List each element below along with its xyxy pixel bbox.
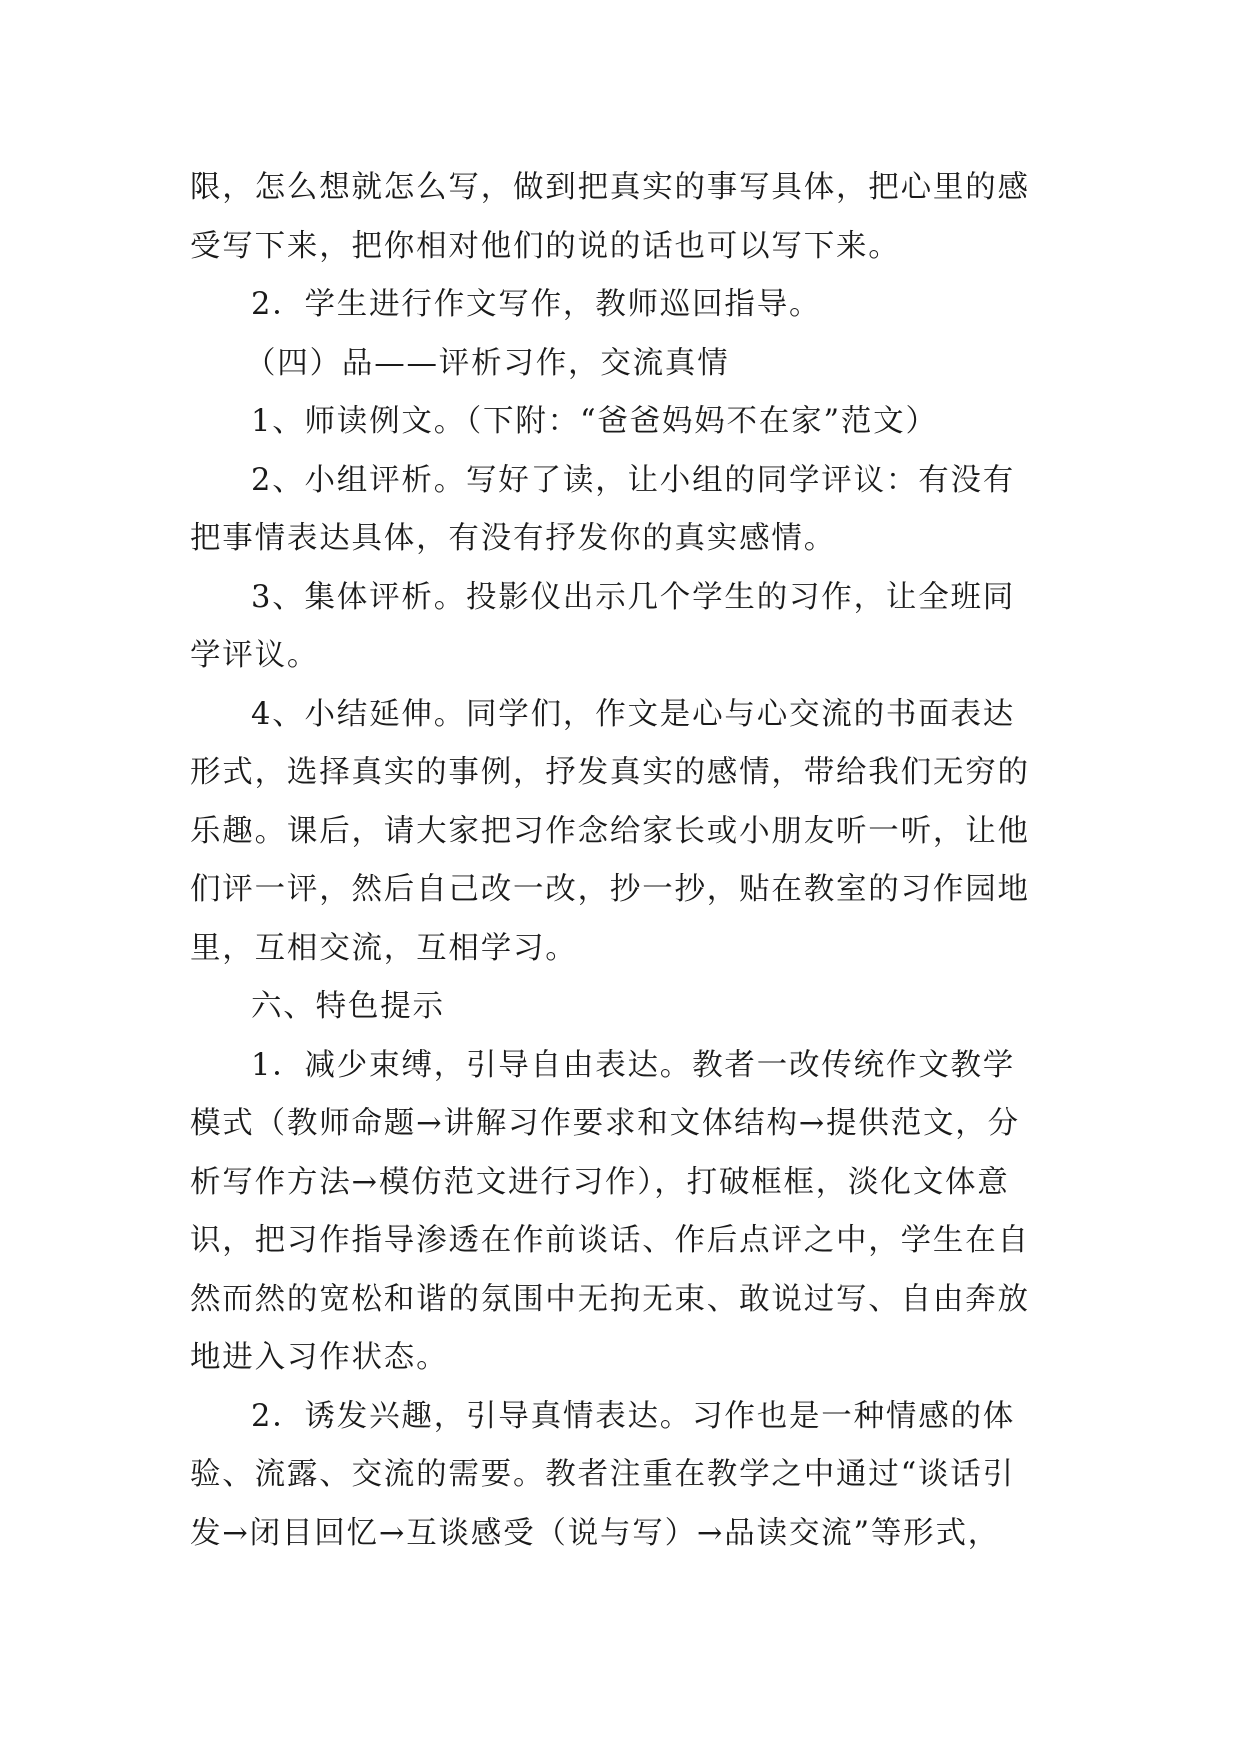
- text-line: 受写下来，把你相对他们的说的话也可以写下来。: [190, 228, 901, 264]
- section-heading: （四）品——评析习作，交流真情: [245, 345, 730, 381]
- text-line: 2．学生进行作文写作，教师巡回指导。: [251, 287, 822, 322]
- text-line: 然而然的宽松和谐的氛围中无拘无束、敢说过写、自由奔放: [190, 1281, 1030, 1317]
- text-line: 1．减少束缚，引导自由表达。教者一改传统作文教学: [251, 1047, 1016, 1083]
- text-line: 地进入习作状态。: [190, 1340, 449, 1375]
- text-line: 验、流露、交流的需要。教者注重在教学之中通过“谈话引: [190, 1457, 1015, 1492]
- text-line: 析写作方法→模仿范文进行习作），打破框框，淡化文体意: [190, 1164, 1010, 1200]
- text-line: 1、师读例文。（下附：“爸爸妈妈不在家”范文）: [251, 404, 938, 439]
- section-heading: 六、特色提示: [251, 989, 445, 1024]
- text-line: 识，把习作指导渗透在作前谈话、作后点评之中，学生在自: [190, 1223, 1030, 1258]
- text-line: 里，互相交流，互相学习。: [190, 930, 578, 966]
- text-line: 3、集体评析。投影仪出示几个学生的习作，让全班同: [251, 579, 1016, 615]
- text-line: 把事情表达具体，有没有抒发你的真实感情。: [190, 521, 836, 556]
- text-line: 模式（教师命题→讲解习作要求和文体结构→提供范文，分: [190, 1106, 1020, 1141]
- text-line: 发→闭目回忆→互谈感受（说与写）→品读交流”等形式，: [190, 1515, 1001, 1551]
- text-line: 2．诱发兴趣，引导真情表达。习作也是一种情感的体: [251, 1398, 1016, 1434]
- text-line: 形式，选择真实的事例，抒发真实的感情，带给我们无穷的: [190, 755, 1030, 790]
- text-line: 2、小组评析。写好了读，让小组的同学评议：有没有: [251, 462, 1016, 498]
- text-line: 学评议。: [190, 638, 320, 673]
- text-line: 限，怎么想就怎么写，做到把真实的事写具体，把心里的感: [190, 170, 1030, 205]
- text-line: 4、小结延伸。同学们，作文是心与心交流的书面表达: [251, 696, 1016, 732]
- text-line: 们评一评，然后自己改一改，抄一抄，贴在教室的习作园地: [190, 872, 1030, 907]
- text-line: 乐趣。课后，请大家把习作念给家长或小朋友听一听，让他: [190, 813, 1030, 849]
- document-page: [190, 159, 1054, 1563]
